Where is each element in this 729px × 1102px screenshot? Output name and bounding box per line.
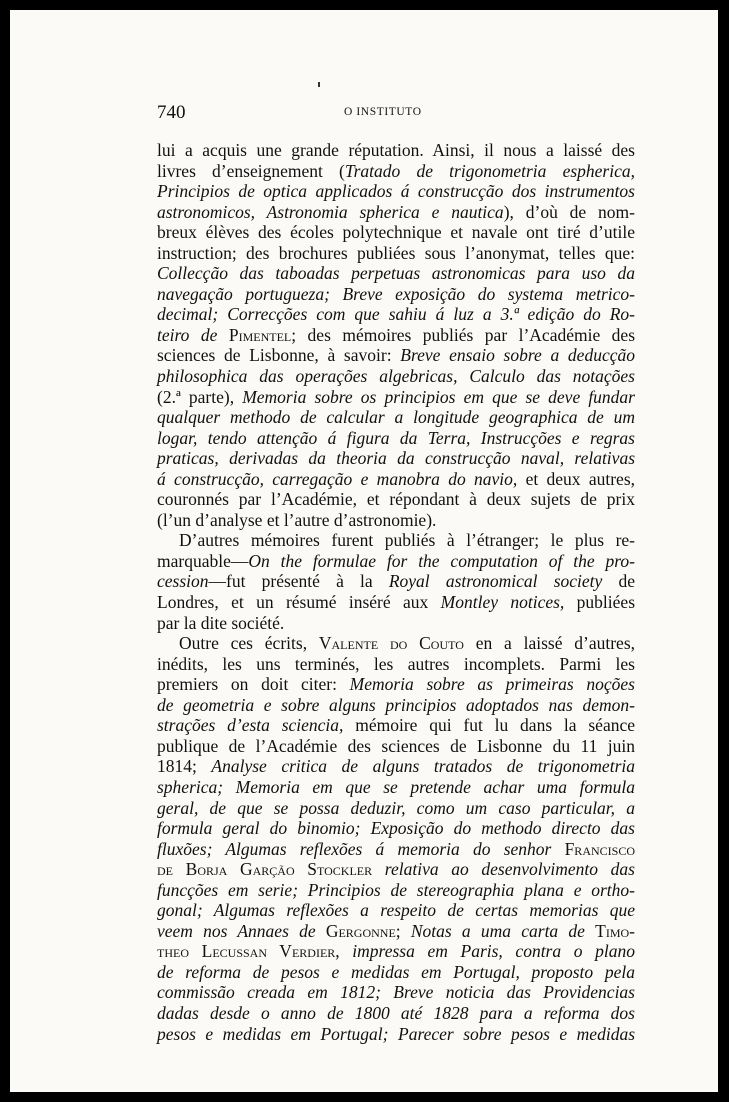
text-line — [157, 325, 635, 346]
italic-span: Notas a uma carta de — [410, 920, 596, 941]
text-line — [157, 551, 635, 572]
text-span: ; des mémoires publiés par l’Académie des — [291, 324, 636, 345]
text-line — [157, 715, 635, 736]
text-line — [157, 880, 635, 901]
italic-span: On the formulae for the computation of the pro- — [248, 550, 635, 571]
italic-span: decimal; Correcções com que sahiu á luz a 3.ª edição do Ro- — [157, 304, 635, 325]
text-span: D’autres mémoires furent publiés à l’étranger; le plus re- — [179, 530, 635, 551]
italic-span: Analyse critica de alguns tratados de trigonometria — [211, 756, 635, 777]
italic-span: Tratado de trigonometria espherica, — [344, 160, 635, 181]
text-line — [157, 243, 635, 264]
text-span: sciences de Lisbonne, à savoir: — [157, 345, 401, 366]
text-span: marquable— — [157, 550, 249, 571]
italic-span: astronomicos, Astronomia spherica e nautica — [157, 201, 504, 222]
text-line — [157, 654, 635, 675]
italic-span: teiro de — [157, 324, 229, 345]
text-line — [157, 921, 635, 942]
text-span: de — [602, 571, 635, 592]
italic-span: navegação portugueza; Breve exposição do systema metrico- — [157, 283, 635, 304]
italic-span: cession — [157, 571, 209, 592]
text-line — [157, 777, 635, 798]
italic-span: fluxões; Algumas reflexões á memoria do senhor — [157, 838, 565, 859]
text-span: couronnés par l’Académie, et répondant à deux sujets de prix — [157, 489, 635, 510]
italic-span: spherica; Memoria em que se pretende achar uma formula — [157, 776, 635, 797]
small-caps-span: Pimentel — [228, 324, 292, 345]
text-line — [157, 859, 635, 880]
book-page — [10, 10, 718, 1092]
text-line — [157, 900, 635, 921]
text-span: (2.ª parte), — [157, 386, 243, 407]
text-line — [157, 818, 635, 839]
italic-span: Principios de optica applicados á construcção dos instrumentos — [157, 181, 635, 202]
italic-span: Montley notices, — [440, 592, 565, 613]
text-line — [157, 592, 635, 613]
text-line — [157, 1003, 635, 1024]
text-line — [157, 798, 635, 819]
text-span: publiées — [564, 592, 636, 613]
text-line — [157, 962, 635, 983]
text-span: lui a acquis une grande réputation. Ainsi, il nous a laissé des — [157, 140, 635, 160]
italic-span: strações d’esta sciencia, — [157, 715, 344, 736]
text-line — [157, 387, 635, 408]
text-line — [157, 1024, 635, 1045]
text-line — [157, 202, 635, 223]
text-line — [157, 448, 635, 469]
text-line — [157, 366, 635, 387]
text-span: livres d’enseignement ( — [157, 160, 345, 181]
italic-span: de geometria e sobre alguns principios adoptados nas demon- — [157, 694, 635, 715]
italic-span: veem nos Annaes de — [157, 920, 326, 941]
text-line — [157, 571, 635, 592]
text-line — [157, 982, 635, 1003]
italic-span: de reforma de pesos e medidas em Portugal, proposto pela — [157, 961, 635, 982]
text-span: instruction; des brochures publiées sous l’anonymat, telles que: — [157, 242, 635, 263]
italic-span: qualquer methodo de calcular a longitude geographica de um — [157, 407, 635, 428]
text-line — [157, 839, 635, 860]
small-caps-span: Timo- — [595, 920, 635, 941]
body-text — [157, 140, 635, 1044]
text-span: breux élèves des écoles polytechnique et navale ont tiré d’utile — [157, 222, 635, 243]
text-line — [157, 613, 635, 634]
text-line — [157, 756, 635, 777]
text-span: premiers on doit citer: — [157, 674, 350, 695]
italic-span: relativa ao desenvolvimento das — [372, 859, 635, 880]
text-line — [157, 140, 635, 161]
text-line — [157, 489, 635, 510]
italic-span: logar, tendo attenção á figura da Terra, Instrucções e regras — [157, 427, 635, 448]
italic-span: geral, de que se possa deduzir, como um caso particular, a — [157, 797, 635, 818]
small-caps-span: Francisco — [564, 838, 635, 859]
italic-span: gonal; Algumas reflexões a respeito de certas memorias que — [157, 900, 635, 921]
italic-span: impressa em Paris, contra o plano — [339, 941, 635, 962]
text-line — [157, 469, 635, 490]
text-span: et deux autres, — [517, 468, 635, 489]
text-line — [157, 284, 635, 305]
italic-span: funcções em serie; Principios de stereographia plana e ortho- — [157, 879, 635, 900]
text-line — [157, 674, 635, 695]
text-span: ), d’où de nom- — [503, 201, 635, 222]
text-span: 1814; — [157, 756, 212, 777]
text-span: par la dite société. — [157, 612, 285, 633]
printer-mark — [318, 82, 320, 87]
italic-span: formula geral do binomio; Exposição do methodo directo das — [157, 818, 635, 839]
text-line — [157, 263, 635, 284]
text-line — [157, 161, 635, 182]
text-line — [157, 510, 635, 531]
small-caps-span: Gergonne — [325, 920, 396, 941]
small-caps-span: Valente do Couto — [318, 633, 464, 654]
italic-span: á construcção, carregação e manobra do navio, — [157, 468, 518, 489]
text-span: ; — [395, 920, 411, 941]
text-line — [157, 941, 635, 962]
italic-span: commissão creada em 1812; Breve noticia das Providencias — [157, 982, 635, 1003]
text-span: inédits, les uns terminés, les autres incomplets. Parmi les — [157, 653, 635, 674]
italic-span: pesos e medidas em Portugal; Parecer sobre pesos e medidas — [157, 1023, 635, 1044]
text-span: Outre ces écrits, — [179, 633, 319, 654]
text-line — [157, 345, 635, 366]
text-line — [157, 736, 635, 757]
italic-span: dadas desde o anno de 1800 até 1828 para a reforma dos — [157, 1002, 635, 1023]
text-line — [157, 304, 635, 325]
text-span: —fut présenté à la — [208, 571, 389, 592]
text-line — [157, 695, 635, 716]
italic-span: Royal astronomical society — [388, 571, 603, 592]
small-caps-span: de Borja Garção Stockler — [157, 859, 373, 880]
text-span: (l’un d’analyse et l’autre d’astronomie). — [157, 509, 437, 530]
text-line — [157, 222, 635, 243]
text-line — [157, 428, 635, 449]
page-number: 740 — [157, 102, 186, 123]
text-line — [157, 407, 635, 428]
italic-span: praticas, derivadas da theoria da construcção naval, relativas — [157, 448, 635, 469]
text-span: en a laissé d’autres, — [463, 633, 636, 654]
italic-span: Breve ensaio sobre a deducção — [400, 345, 635, 366]
italic-span: Memoria sobre as primeiras noções — [349, 674, 635, 695]
text-line — [157, 530, 635, 551]
small-caps-span: theo Lecussan Verdier, — [157, 941, 340, 962]
page-header — [157, 102, 635, 126]
italic-span: philosophica das operações algebricas, Calculo das notações — [157, 366, 635, 387]
text-span: publique de l’Académie des sciences de Lisbonne du 11 juin — [157, 735, 635, 756]
italic-span: Memoria sobre os principios em que se deve fundar — [242, 386, 635, 407]
italic-span: Collecção das taboadas perpetuas astronomicas para uso da — [157, 263, 635, 284]
text-span: mémoire qui fut lu dans la séance — [343, 715, 635, 736]
text-line — [157, 181, 635, 202]
running-head: O INSTITUTO — [344, 106, 422, 118]
text-span: Londres, et un résumé inséré aux — [157, 592, 441, 613]
text-line — [157, 633, 635, 654]
